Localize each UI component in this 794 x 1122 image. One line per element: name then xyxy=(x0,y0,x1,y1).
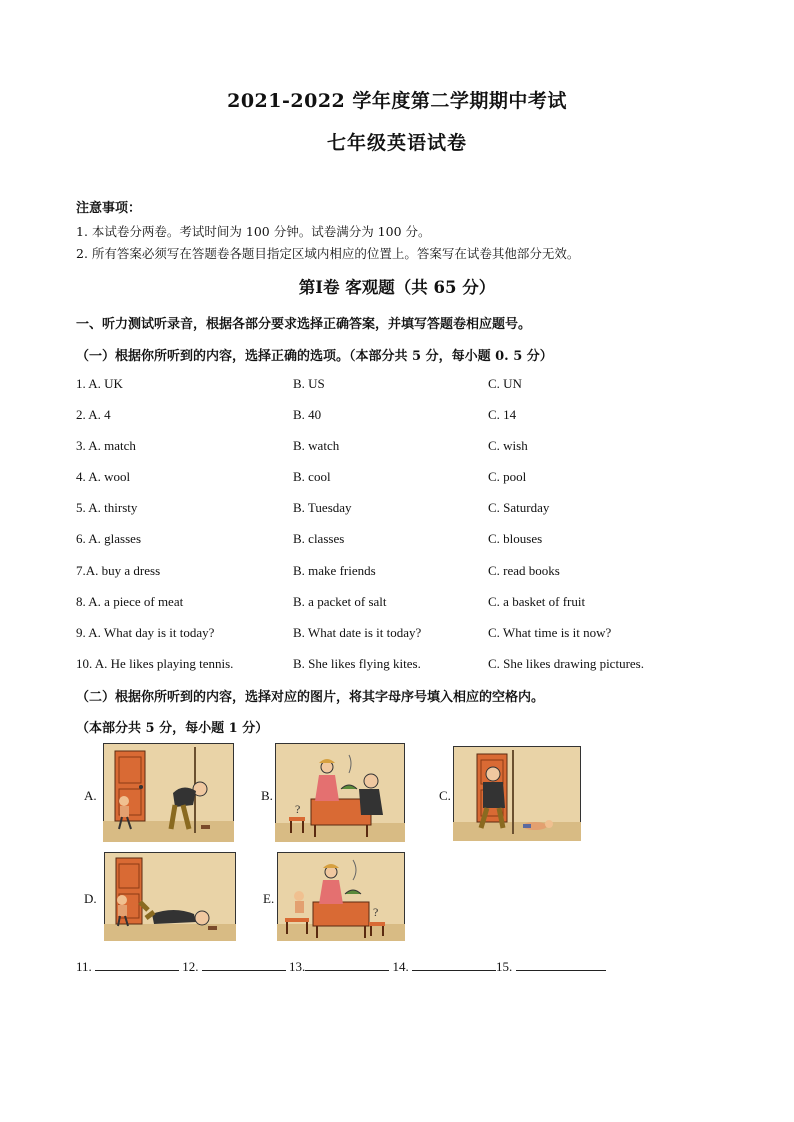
question-option-a: 4. A. wool xyxy=(76,469,131,484)
part-title: 第Ⅰ卷 客观题（共 65 分） xyxy=(298,278,496,297)
question-option-c: C. Saturday xyxy=(488,500,550,515)
question-option-c: C. UN xyxy=(488,376,522,391)
picture-c-illustration xyxy=(453,746,581,841)
question-option-b: B. She likes flying kites. xyxy=(293,656,421,671)
subsection-note: （本部分共 5 分，每小题 1 分） xyxy=(76,721,269,736)
note-item: 1. 本试卷分两卷。考试时间为 100 分钟。试卷满分为 100 分。 xyxy=(76,224,431,239)
question-option-b: B. make friends xyxy=(293,563,376,578)
question-option-c: C. wish xyxy=(488,438,528,453)
question-option-a: 6. A. glasses xyxy=(76,531,141,546)
question-option-b: B. 40 xyxy=(293,407,322,422)
question-option-b: B. US xyxy=(293,376,325,391)
picture-label-d: D. xyxy=(84,891,97,906)
answer-label: 15. xyxy=(496,959,513,974)
picture-b-illustration xyxy=(275,743,405,842)
question-option-a: 10. A. He likes playing tennis. xyxy=(76,656,234,671)
question-option-a: 9. A. What day is it today? xyxy=(76,625,215,640)
picture-e-illustration xyxy=(277,852,405,941)
exam-title: 2021-2022 学年度第二学期期中考试 xyxy=(227,90,567,112)
picture-label-c: C. xyxy=(439,788,451,803)
exam-subtitle: 七年级英语试卷 xyxy=(326,132,467,154)
picture-label-a: A. xyxy=(84,788,97,803)
section-title: 一、听力测试听录音，根据各部分要求选择正确答案，并填写答题卷相应题号。 xyxy=(76,317,532,332)
note-item: 2. 所有答案必须写在答题卷各题目指定区域内相应的位置上。答案写在试卷其他部分无效。 xyxy=(76,246,580,261)
picture-d-illustration xyxy=(104,852,236,941)
question-option-a: 7.A. buy a dress xyxy=(76,563,161,578)
question-option-b: B. classes xyxy=(293,531,345,546)
question-option-a: 3. A. match xyxy=(76,438,136,453)
answer-label: 11. xyxy=(76,959,92,974)
subsection-title: （一）根据你所听到的内容，选择正确的选项。（本部分共 5 分，每小题 0. 5 分） xyxy=(76,349,553,364)
question-option-b: B. What date is it today? xyxy=(293,625,422,640)
question-option-b: B. watch xyxy=(293,438,340,453)
question-option-a: 1. A. UK xyxy=(76,376,123,391)
answer-label: 14. xyxy=(392,959,409,974)
question-option-c: C. blouses xyxy=(488,531,543,546)
answer-blank-15[interactable] xyxy=(516,958,606,971)
question-option-c: C. read books xyxy=(488,563,560,578)
question-option-c: C. pool xyxy=(488,469,527,484)
answer-blank-12[interactable] xyxy=(202,958,286,971)
answer-label: 13. xyxy=(289,959,306,974)
answer-blank-11[interactable] xyxy=(95,958,179,971)
question-option-a: 2. A. 4 xyxy=(76,407,111,422)
answer-blank-14[interactable] xyxy=(412,958,496,971)
answer-blanks xyxy=(76,958,606,975)
question-option-b: B. Tuesday xyxy=(293,500,352,515)
question-option-b: B. cool xyxy=(293,469,331,484)
question-option-c: C. 14 xyxy=(488,407,517,422)
question-option-a: 8. A. a piece of meat xyxy=(76,594,184,609)
question-option-a: 5. A. thirsty xyxy=(76,500,138,515)
notes-heading: 注意事项： xyxy=(76,201,142,216)
answer-blank-13[interactable] xyxy=(305,958,389,971)
question-option-c: C. What time is it now? xyxy=(488,625,612,640)
svg-text:?: ? xyxy=(295,802,301,816)
question-option-c: C. She likes drawing pictures. xyxy=(488,656,644,671)
answer-label: 12. xyxy=(182,959,199,974)
picture-label-e: E. xyxy=(263,891,275,906)
question-option-b: B. a packet of salt xyxy=(293,594,387,609)
picture-a-illustration xyxy=(103,743,234,842)
question-option-c: C. a basket of fruit xyxy=(488,594,586,609)
svg-text:?: ? xyxy=(373,905,379,919)
picture-label-b: B. xyxy=(261,788,273,803)
subsection-title: （二）根据你所听到的内容，选择对应的图片，将其字母序号填入相应的空格内。 xyxy=(76,690,545,705)
